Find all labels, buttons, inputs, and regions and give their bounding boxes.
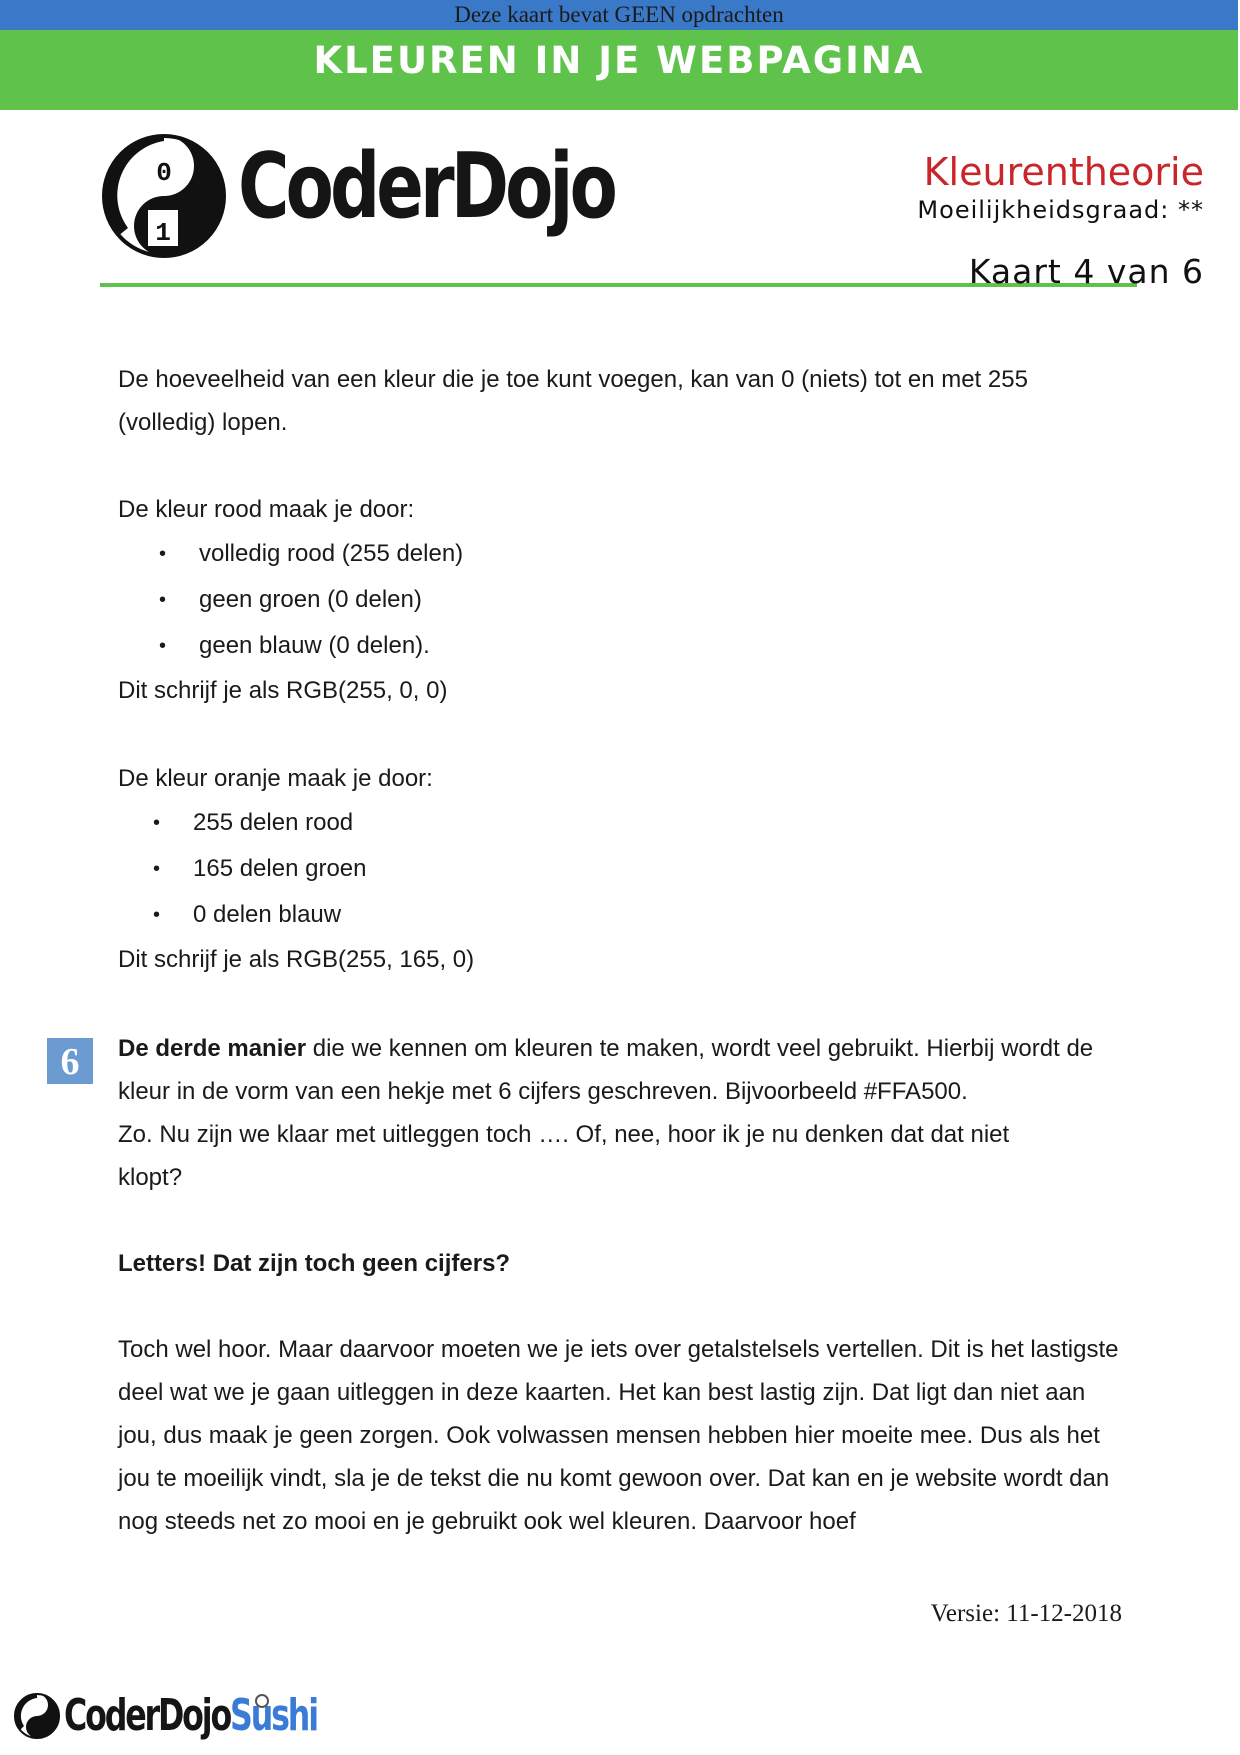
red-heading: De kleur rood maak je door: bbox=[118, 496, 415, 523]
third-method-text bbox=[118, 1027, 1128, 1113]
orange-result: Dit schrijf je als RGB(255, 165, 0) bbox=[118, 946, 475, 973]
title-band bbox=[0, 30, 1238, 110]
card-counter: Kaart 4 van 6 bbox=[968, 252, 1204, 291]
list-item: • geen blauw (0 delen). bbox=[159, 632, 430, 659]
registered-icon bbox=[255, 1694, 269, 1708]
list-item: • 165 delen groen bbox=[153, 855, 367, 882]
orange-heading: De kleur oranje maak je door: bbox=[118, 765, 433, 792]
red-result: Dit schrijf je als RGB(255, 0, 0) bbox=[118, 677, 448, 704]
orange-section bbox=[118, 757, 1128, 981]
logo-digit-one: 1 bbox=[155, 218, 171, 248]
third-method-section bbox=[118, 1027, 1128, 1199]
list-item: • geen groen (0 delen) bbox=[159, 586, 422, 613]
version-label: Versie: 11-12-2018 bbox=[930, 1600, 1122, 1627]
logo-digit-zero: 0 bbox=[156, 158, 172, 188]
intro-text: De hoeveelheid van een kleur die je toe kunt voegen, kan van 0 (niets) tot en met 255 (volledig) lopen. bbox=[118, 366, 1028, 436]
red-section bbox=[118, 488, 1128, 712]
coderdojo-logo bbox=[98, 128, 614, 264]
coderdojo-sushi-logo bbox=[12, 1688, 317, 1748]
red-list bbox=[118, 531, 1128, 669]
notice-bar bbox=[0, 0, 1238, 30]
third-method-rest: die we kennen om kleuren te maken, wordt veel gebruikt. Hierbij wordt de kleur in de vorm van een hekje met 6 cijfers geschreven. Bijvoorbeeld #FFA500. bbox=[118, 1035, 1094, 1105]
third-method-line2: Zo. Nu zijn we klaar met uitleggen toch …. Of, nee, hoor ik je nu denken dat dat niet klopt? bbox=[118, 1121, 1010, 1191]
sushi-wordmark: CoderDojoSushi bbox=[64, 1690, 317, 1741]
notice-text: Deze kaart bevat GEEN opdrachten bbox=[454, 2, 784, 27]
card-topic: Kleurentheorie bbox=[923, 150, 1204, 194]
page-title: KLEUREN IN JE WEBPAGINA bbox=[313, 39, 925, 82]
question-heading: Letters! Dat zijn toch geen cijfers? bbox=[118, 1250, 511, 1277]
explanation-paragraph bbox=[118, 1328, 1128, 1543]
list-item: • 0 delen blauw bbox=[153, 901, 342, 928]
list-item: • 255 delen rood bbox=[153, 809, 354, 836]
difficulty-rating: Moeilijkheidsgraad: ** bbox=[917, 196, 1204, 224]
logo-wordmark: CoderDojo bbox=[238, 134, 614, 239]
intro-paragraph bbox=[118, 358, 1128, 444]
step-number-badge: 6 bbox=[47, 1038, 93, 1084]
orange-list bbox=[118, 800, 1128, 938]
yin-yang-icon bbox=[98, 128, 233, 264]
yin-yang-small-icon bbox=[12, 1690, 62, 1742]
list-item: • volledig rood (255 delen) bbox=[159, 540, 464, 567]
explanation-text: Toch wel hoor. Maar daarvoor moeten we je iets over getalstelsels vertellen. Dit is het lastigste deel wat we je gaan uitleggen in deze kaarten. Het kan best lastig zijn. Dat ligt dan niet aan jou, dus maak je geen zorgen. Ook volwassen mensen hebben hier moeite mee. Dus als het jou te moeilijk vindt, sla je de tekst die nu komt gewoon over. Dat kan en je website wordt dan nog steeds net zo mooi en je gebruikt ook wel kleuren. Daarvoor hoef bbox=[118, 1336, 1119, 1535]
third-method-bold: De derde manier bbox=[118, 1035, 307, 1062]
